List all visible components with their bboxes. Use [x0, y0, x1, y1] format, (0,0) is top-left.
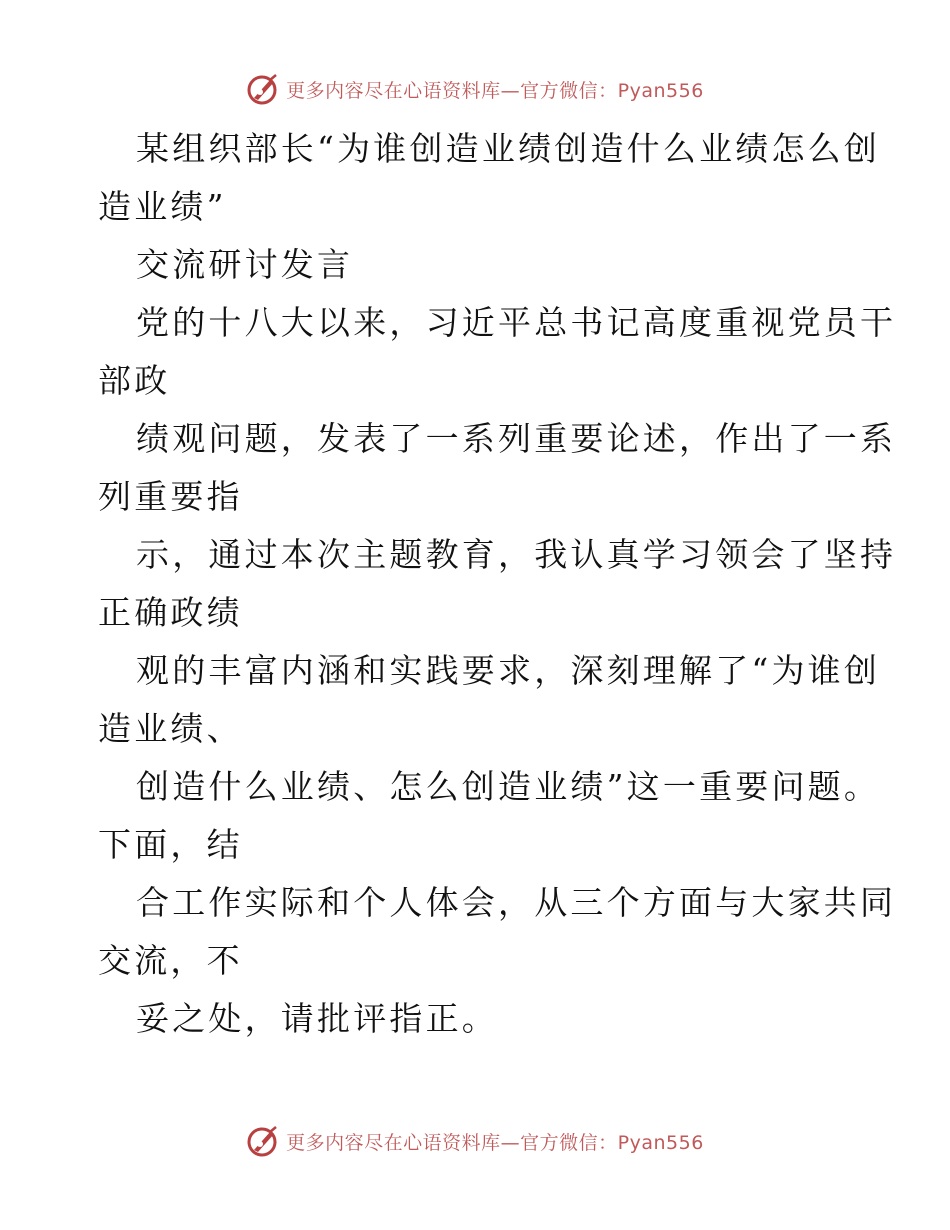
- watermark-text: 更多内容尽在心语资料库—官方微信：Pyan556: [286, 79, 704, 102]
- text-line: 党的十八大以来，习近平总书记高度重视党员干: [136, 303, 897, 342]
- text-line: 绩观问题，发表了一系列重要论述，作出了一系: [136, 419, 897, 458]
- text-line: 创造什么业绩、怎么创造业绩”这一重要问题。: [136, 767, 881, 806]
- text-line: 造业绩”: [98, 187, 227, 226]
- text-line: 妥之处，请批评指正。: [136, 999, 498, 1038]
- text-line: 观的丰富内涵和实践要求，深刻理解了“为谁创: [136, 651, 881, 690]
- text-line: 示，通过本次主题教育，我认真学习领会了坚持: [136, 535, 897, 574]
- text-line: 部政: [98, 361, 171, 400]
- text-line: 交流研讨发言: [136, 245, 354, 284]
- header-watermark: [0, 72, 950, 106]
- text-line: 合工作实际和个人体会，从三个方面与大家共同: [136, 883, 897, 922]
- quill-pen-icon: [246, 72, 280, 106]
- quill-pen-icon: [246, 1124, 280, 1158]
- text-line: 造业绩、: [98, 709, 243, 748]
- text-line: 下面，结: [98, 825, 243, 864]
- text-line: 交流，不: [98, 941, 243, 980]
- text-line: 列重要指: [98, 477, 243, 516]
- watermark-text: 更多内容尽在心语资料库—官方微信：Pyan556: [286, 1131, 704, 1154]
- footer-watermark: [0, 1124, 950, 1158]
- text-line: 某组织部长“为谁创造业绩创造什么业绩怎么创: [136, 129, 881, 168]
- document-body: [98, 120, 897, 1048]
- text-line: 正确政绩: [98, 593, 243, 632]
